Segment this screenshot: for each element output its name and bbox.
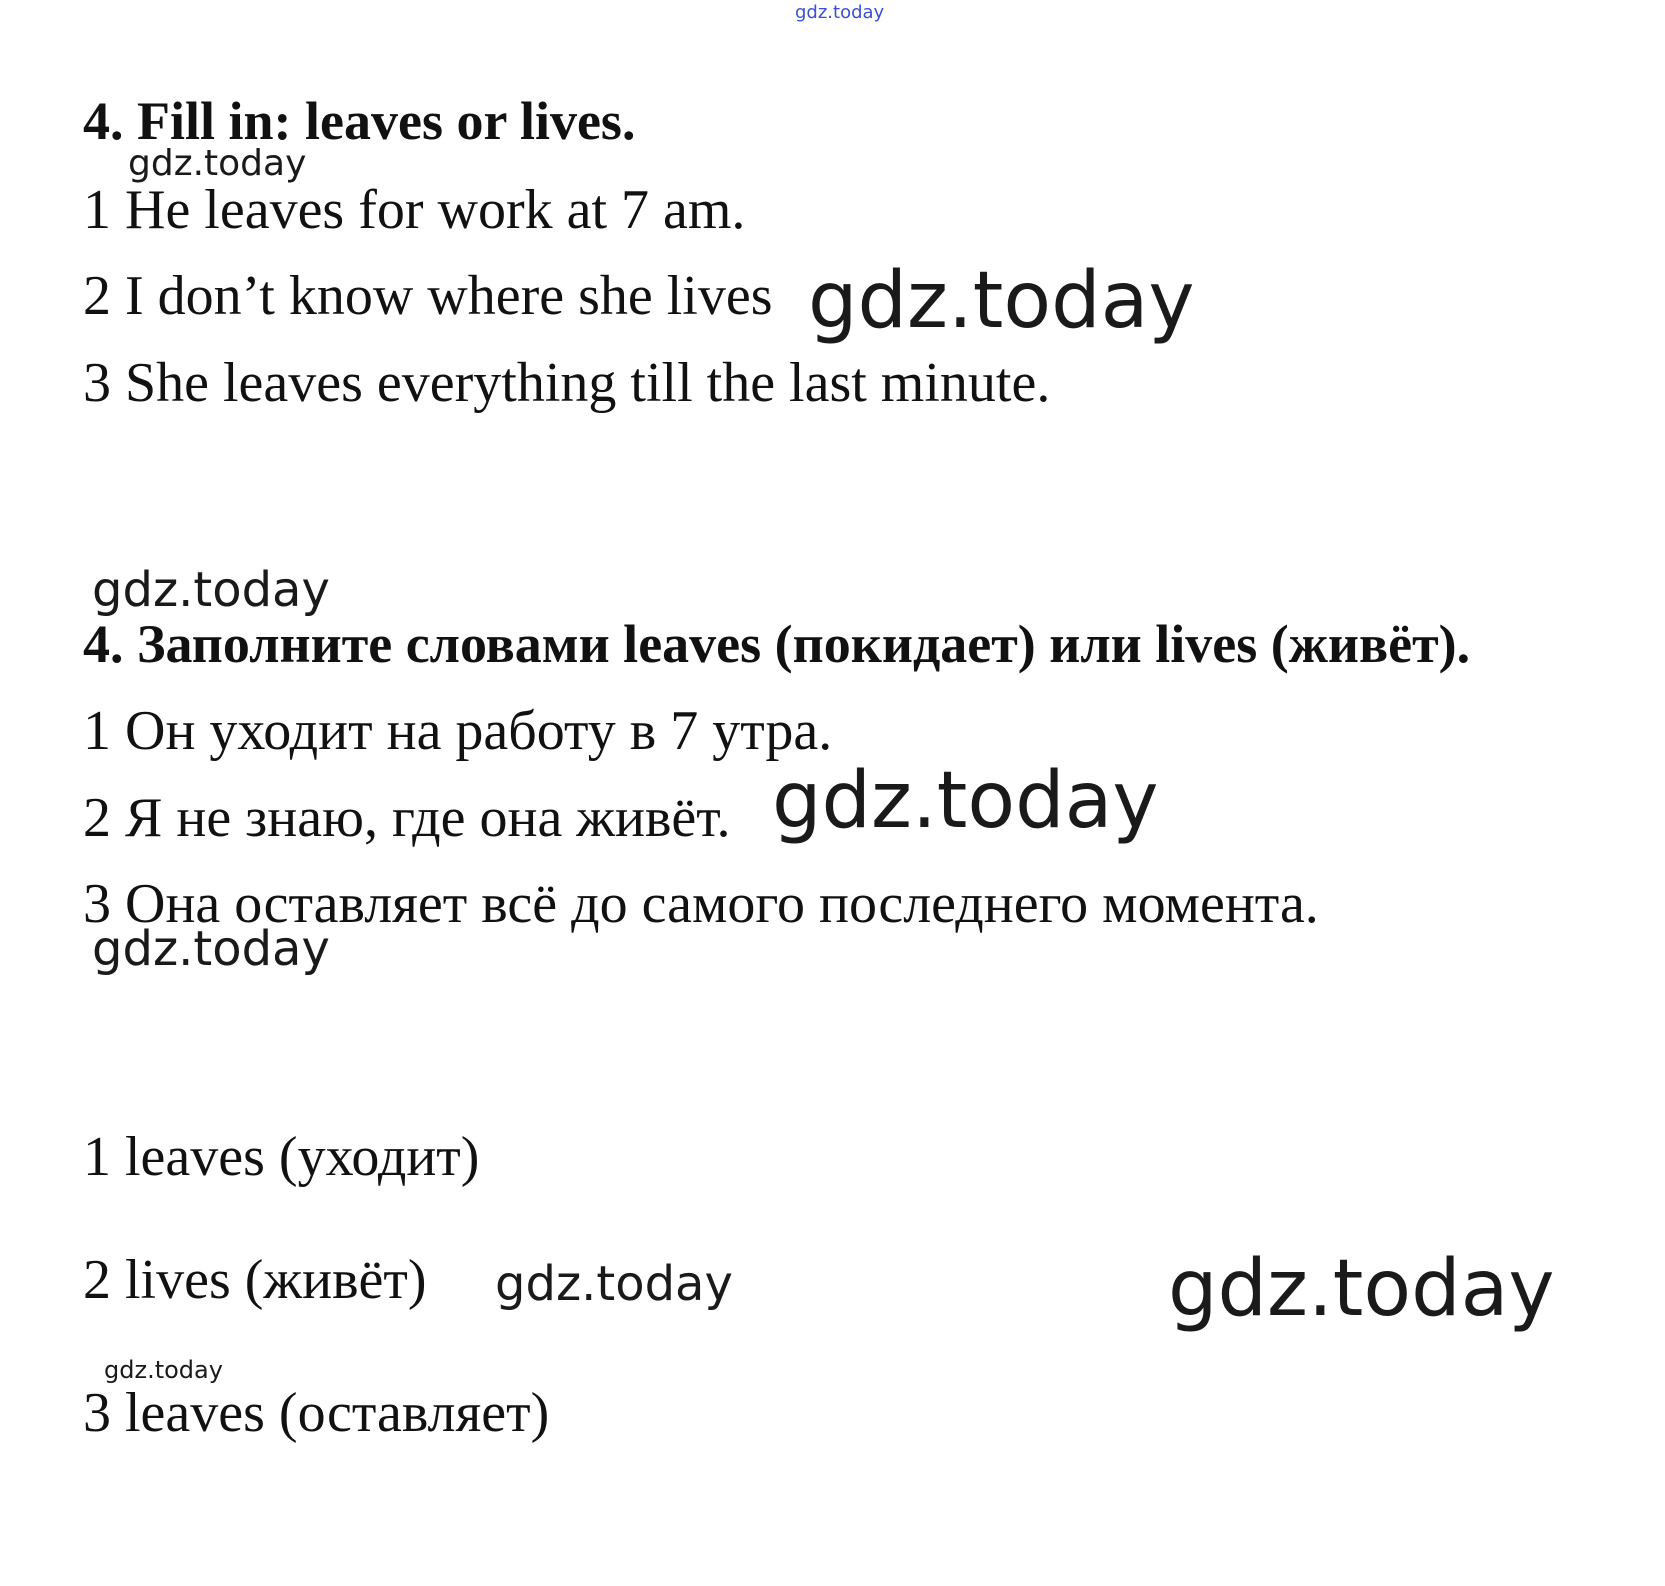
watermark-4: gdz.today xyxy=(772,756,1159,846)
watermark-top: gdz.today xyxy=(795,2,885,23)
watermark-5: gdz.today xyxy=(92,921,330,977)
russian-line-3: 3 Она оставляет всё до самого последнего момента. xyxy=(83,873,1319,935)
russian-line-1: 1 Он уходит на работу в 7 утра. xyxy=(83,700,833,762)
english-heading: 4. Fill in: leaves or lives. xyxy=(83,91,636,151)
russian-heading: 4. Заполните словами leaves (покидает) или lives (живёт). xyxy=(83,614,1471,674)
english-line-2: 2 I don’t know where she lives xyxy=(83,265,773,327)
answer-2: 2 lives (живёт) xyxy=(83,1249,427,1311)
russian-line-2: 2 Я не знаю, где она живёт. xyxy=(83,787,731,849)
watermark-1: gdz.today xyxy=(128,143,307,184)
english-line-1: 1 He leaves for work at 7 am. xyxy=(83,179,746,241)
answer-1: 1 leaves (уходит) xyxy=(83,1126,480,1188)
english-line-3: 3 She leaves everything till the last minute. xyxy=(83,352,1051,414)
answer-3: 3 leaves (оставляет) xyxy=(83,1382,550,1444)
watermark-7: gdz.today xyxy=(1168,1244,1555,1334)
watermark-2: gdz.today xyxy=(808,256,1195,346)
watermark-8: gdz.today xyxy=(104,1356,223,1384)
watermark-3: gdz.today xyxy=(92,562,330,618)
watermark-6: gdz.today xyxy=(495,1256,733,1312)
